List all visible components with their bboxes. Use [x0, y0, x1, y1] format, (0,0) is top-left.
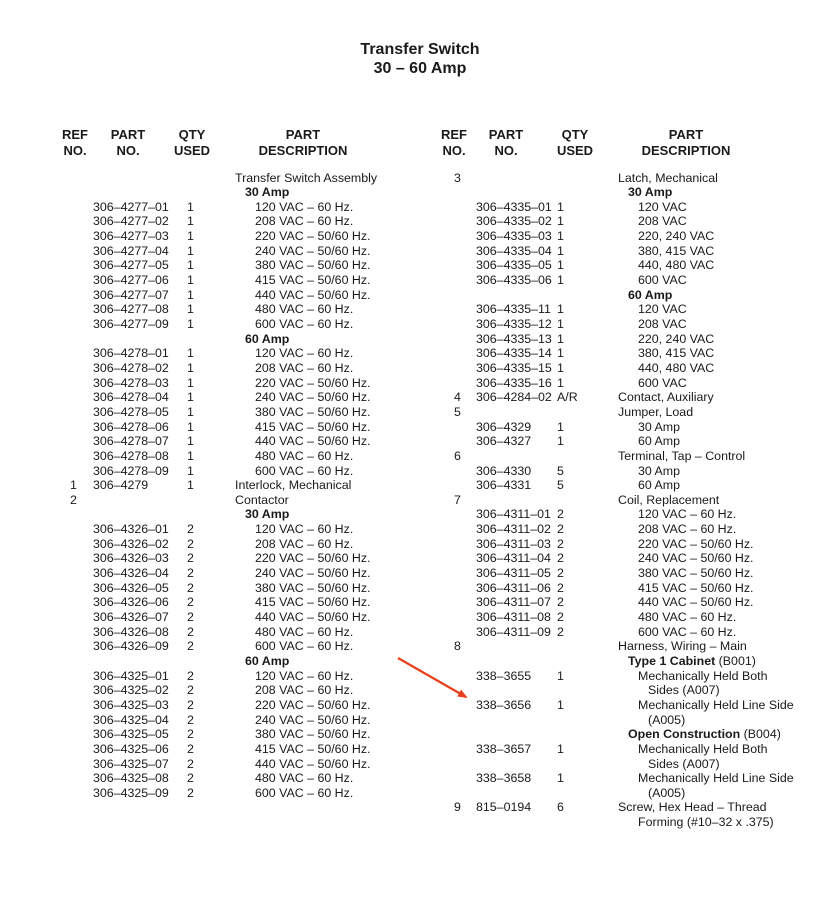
- part-description: 30 Amp: [638, 463, 681, 478]
- part-description: 208 VAC – 60 Hz.: [255, 536, 354, 551]
- part-number: 306–4327: [476, 434, 532, 449]
- qty-used: 1: [557, 258, 564, 273]
- part-number: 306–4277–08: [93, 302, 169, 317]
- qty-used: 6: [557, 800, 564, 815]
- part-description: Latch, Mechanical: [618, 170, 718, 185]
- header-part-description: PART DESCRIPTION: [258, 127, 348, 158]
- part-description: 30 Amp: [628, 185, 673, 200]
- part-description: 600 VAC – 60 Hz.: [255, 639, 354, 654]
- part-number: 306–4277–07: [93, 287, 169, 302]
- ref-number: 4: [454, 390, 461, 405]
- qty-used: 1: [187, 243, 194, 258]
- part-number: 306–4335–01: [476, 199, 552, 214]
- part-number: 306–4335–13: [476, 331, 552, 346]
- part-number: 306–4335–15: [476, 360, 552, 375]
- part-number: 306–4311–06: [476, 580, 551, 595]
- part-description: 208 VAC – 60 Hz.: [255, 360, 354, 375]
- qty-used: 1: [557, 229, 564, 244]
- part-description: Mechanically Held Both: [638, 741, 768, 756]
- part-description: Interlock, Mechanical: [235, 478, 352, 493]
- part-description: 480 VAC – 60 Hz.: [638, 610, 737, 624]
- part-number: 306–4326–07: [93, 610, 169, 624]
- part-number: 306–4330: [476, 463, 532, 478]
- part-description: 380, 415 VAC: [638, 346, 715, 361]
- qty-used: 2: [187, 522, 194, 537]
- part-number: 306–4278–08: [93, 448, 169, 463]
- qty-used: 2: [187, 712, 194, 727]
- qty-used: 1: [557, 741, 564, 756]
- part-description: 240 VAC – 50/60 Hz.: [255, 566, 371, 581]
- part-description: 380 VAC – 50/60 Hz.: [638, 566, 754, 581]
- part-number: 306–4277–03: [93, 229, 169, 244]
- part-description-label: Open Construction: [628, 727, 741, 742]
- part-description: 600 VAC: [638, 273, 687, 288]
- qty-used: 2: [187, 727, 194, 742]
- qty-used: 1: [187, 419, 194, 434]
- part-description: 440 VAC – 50/60 Hz.: [255, 756, 371, 771]
- part-number: 306–4326–08: [93, 624, 169, 639]
- ref-number: 6: [454, 448, 461, 463]
- header-ref-no: REF NO.: [62, 127, 88, 158]
- title-line-2: 30 – 60 Amp: [373, 60, 467, 77]
- part-description: 415 VAC – 50/60 Hz.: [255, 741, 371, 756]
- part-description: 440 VAC – 50/60 Hz.: [255, 287, 371, 302]
- part-number: 815–0194: [476, 800, 532, 815]
- qty-used: 2: [187, 595, 194, 610]
- qty-used: 1: [187, 199, 194, 214]
- part-number: 306–4326–09: [93, 639, 169, 654]
- qty-used: 1: [187, 375, 194, 390]
- qty-used: 1: [557, 214, 564, 229]
- part-number: 306–4277–05: [93, 258, 169, 273]
- qty-used: 1: [187, 360, 194, 375]
- part-description: 220 VAC – 50/60 Hz.: [255, 697, 371, 712]
- qty-used: 1: [557, 360, 564, 375]
- part-number: 306–4277–06: [93, 273, 169, 288]
- part-description: 220 VAC – 50/60 Hz.: [255, 551, 371, 566]
- part-description: 220 VAC – 50/60 Hz.: [255, 229, 371, 244]
- part-number: 306–4325–02: [93, 683, 169, 698]
- part-number: 306–4278–05: [93, 404, 169, 419]
- part-description: 208 VAC – 60 Hz.: [255, 683, 354, 698]
- part-number: 306–4335–14: [476, 346, 552, 361]
- qty-used: 2: [187, 683, 194, 698]
- part-description: 60 Amp: [628, 287, 673, 302]
- part-number: 306–4311–09: [476, 624, 551, 639]
- part-number: 306–4311–07: [476, 595, 551, 610]
- part-number: 306–4278–09: [93, 463, 169, 478]
- part-description: Forming (#10–32 x .375): [638, 815, 774, 830]
- part-description: 208 VAC – 60 Hz.: [255, 214, 354, 229]
- part-number: 306–4311–03: [476, 536, 551, 551]
- part-description: 30 Amp: [245, 185, 290, 200]
- part-number: 306–4325–08: [93, 771, 169, 786]
- qty-used: 1: [187, 404, 194, 419]
- part-description: 220 VAC – 50/60 Hz.: [638, 536, 754, 551]
- part-description: 120 VAC – 60 Hz.: [255, 346, 354, 361]
- qty-used: 2: [187, 785, 194, 800]
- part-number: 306–4277–01: [93, 199, 169, 214]
- qty-used: 1: [557, 375, 564, 390]
- qty-used: 2: [187, 624, 194, 639]
- part-description: 240 VAC – 50/60 Hz.: [255, 712, 371, 727]
- part-number: 306–4331: [476, 478, 532, 493]
- part-description: 120 VAC – 60 Hz.: [638, 507, 737, 522]
- qty-used: 1: [557, 434, 564, 449]
- part-description: 440, 480 VAC: [638, 360, 715, 375]
- part-number: 306–4329: [476, 419, 532, 434]
- qty-used: 1: [557, 243, 564, 258]
- part-number: 306–4335–02: [476, 214, 552, 229]
- part-description: Mechanically Held Line Side: [638, 771, 794, 786]
- part-number: 306–4311–05: [476, 566, 551, 581]
- part-description: 30 Amp: [245, 507, 290, 522]
- part-description-code: (B004): [740, 727, 781, 742]
- qty-used: 1: [557, 668, 564, 683]
- part-number: 306–4326–06: [93, 595, 169, 610]
- qty-used: 1: [187, 434, 194, 449]
- header-part-no: PART NO.: [110, 127, 146, 158]
- part-description: 60 Amp: [245, 331, 290, 346]
- part-number: 306–4335–11: [476, 302, 551, 317]
- part-number: 306–4278–06: [93, 419, 169, 434]
- part-description: (A005): [648, 712, 686, 727]
- part-description: 600 VAC – 60 Hz.: [255, 785, 354, 800]
- qty-used: 2: [187, 771, 194, 786]
- part-description: 240 VAC – 50/60 Hz.: [255, 390, 371, 405]
- part-description: 600 VAC – 60 Hz.: [638, 624, 737, 639]
- part-number: 306–4325–05: [93, 727, 169, 742]
- part-description: 480 VAC – 60 Hz.: [255, 302, 354, 317]
- qty-used: 1: [187, 287, 194, 302]
- part-number: 306–4326–04: [93, 566, 169, 581]
- part-description: 440 VAC – 50/60 Hz.: [638, 595, 754, 610]
- part-number: 306–4278–03: [93, 375, 169, 390]
- part-description: 415 VAC – 50/60 Hz.: [638, 580, 754, 595]
- qty-used: 2: [557, 610, 564, 624]
- part-description: 600 VAC – 60 Hz.: [255, 463, 354, 478]
- part-description: 240 VAC – 50/60 Hz.: [638, 551, 754, 566]
- part-description: 440 VAC – 50/60 Hz.: [255, 434, 371, 449]
- qty-used: 2: [557, 522, 564, 537]
- part-description: 380, 415 VAC: [638, 243, 715, 258]
- ref-number: 9: [454, 800, 461, 815]
- part-description: Coil, Replacement: [618, 492, 720, 507]
- qty-used: 2: [187, 566, 194, 581]
- qty-used: 5: [557, 478, 564, 493]
- part-number: 306–4326–03: [93, 551, 169, 566]
- part-description: 208 VAC – 60 Hz.: [638, 522, 737, 537]
- qty-used: 2: [557, 507, 564, 522]
- part-description: 208 VAC: [638, 214, 687, 229]
- part-description: (A005): [648, 785, 686, 800]
- part-description: Terminal, Tap – Control: [618, 448, 746, 463]
- qty-used: 1: [187, 273, 194, 288]
- part-description: 120 VAC – 60 Hz.: [255, 199, 354, 214]
- part-number: 338–3655: [476, 668, 532, 683]
- qty-used: 2: [557, 551, 564, 566]
- qty-used: 1: [557, 302, 564, 317]
- qty-used: 2: [187, 697, 194, 712]
- qty-used: 1: [187, 302, 194, 317]
- part-description: 380 VAC – 50/60 Hz.: [255, 727, 371, 742]
- part-number: 306–4311–02: [476, 522, 551, 537]
- part-description: 120 VAC: [638, 302, 687, 317]
- qty-used: 1: [557, 331, 564, 346]
- qty-used: 1: [187, 317, 194, 331]
- part-description: 220 VAC – 50/60 Hz.: [255, 375, 371, 390]
- ref-number: 2: [70, 492, 77, 507]
- part-description-code: (B001): [715, 653, 756, 668]
- part-number: 306–4278–04: [93, 390, 169, 405]
- part-description: 415 VAC – 50/60 Hz.: [255, 273, 371, 288]
- part-description: Contact, Auxiliary: [618, 390, 714, 405]
- part-description: 480 VAC – 60 Hz.: [255, 624, 354, 639]
- part-description: Jumper, Load: [618, 404, 694, 419]
- qty-used: 1: [187, 214, 194, 229]
- qty-used: 2: [187, 756, 194, 771]
- part-description: 240 VAC – 50/60 Hz.: [255, 243, 371, 258]
- qty-used: 1: [187, 346, 194, 361]
- part-description: 480 VAC – 60 Hz.: [255, 448, 354, 463]
- part-description: 60 Amp: [638, 478, 681, 493]
- qty-used: 2: [187, 741, 194, 756]
- header-part-no: PART NO.: [488, 127, 524, 158]
- ref-number: 7: [454, 492, 461, 507]
- qty-used: 1: [557, 317, 564, 331]
- part-number: 338–3656: [476, 697, 532, 712]
- part-description: 120 VAC – 60 Hz.: [255, 522, 354, 537]
- part-description: Harness, Wiring – Main: [618, 639, 747, 654]
- qty-used: 1: [557, 346, 564, 361]
- qty-used: 2: [187, 536, 194, 551]
- part-description: 60 Amp: [638, 434, 681, 449]
- part-number: 306–4325–04: [93, 712, 169, 727]
- part-number: 306–4278–02: [93, 360, 169, 375]
- qty-used: 2: [557, 624, 564, 639]
- part-description: 415 VAC – 50/60 Hz.: [255, 595, 371, 610]
- part-number: 306–4325–03: [93, 697, 169, 712]
- qty-used: 2: [187, 580, 194, 595]
- qty-used: 1: [557, 697, 564, 712]
- qty-used: A/R: [557, 390, 578, 405]
- qty-used: 1: [187, 258, 194, 273]
- part-number: 338–3658: [476, 771, 532, 786]
- qty-used: 2: [187, 668, 194, 683]
- ref-number: 8: [454, 639, 461, 654]
- part-description: Sides (A007): [648, 683, 720, 698]
- part-number: 306–4325–06: [93, 741, 169, 756]
- qty-used: 1: [187, 463, 194, 478]
- part-description: 380 VAC – 50/60 Hz.: [255, 580, 371, 595]
- part-description: 60 Amp: [245, 653, 290, 668]
- part-number: 306–4335–16: [476, 375, 552, 390]
- part-number: 306–4278–07: [93, 434, 169, 449]
- part-description: Screw, Hex Head – Thread: [618, 800, 767, 815]
- part-number: 306–4279: [93, 478, 149, 493]
- part-description: 220, 240 VAC: [638, 331, 715, 346]
- qty-used: 2: [557, 566, 564, 581]
- part-description: 600 VAC – 60 Hz.: [255, 317, 354, 331]
- part-description: 380 VAC – 50/60 Hz.: [255, 404, 371, 419]
- part-description: 120 VAC: [638, 199, 687, 214]
- part-description: 480 VAC – 60 Hz.: [255, 771, 354, 786]
- part-number: 306–4335–12: [476, 317, 552, 331]
- part-description: 30 Amp: [638, 419, 681, 434]
- qty-used: 1: [557, 273, 564, 288]
- header-qty-used: QTY USED: [556, 127, 594, 158]
- part-description: Mechanically Held Line Side: [638, 697, 794, 712]
- header-ref-no: REF NO.: [441, 127, 467, 158]
- qty-used: 2: [187, 551, 194, 566]
- qty-used: 2: [557, 536, 564, 551]
- ref-number: 5: [454, 404, 461, 419]
- part-description: 600 VAC: [638, 375, 687, 390]
- title-line-1: Transfer Switch: [360, 41, 480, 58]
- qty-used: 2: [557, 580, 564, 595]
- part-description: Transfer Switch Assembly: [235, 170, 378, 185]
- part-number: 306–4284–02: [476, 390, 552, 405]
- header-qty-used: QTY USED: [173, 127, 211, 158]
- qty-used: 1: [557, 771, 564, 786]
- part-number: 306–4326–01: [93, 522, 169, 537]
- part-number: 306–4277–04: [93, 243, 169, 258]
- part-description: 415 VAC – 50/60 Hz.: [255, 419, 371, 434]
- part-number: 306–4335–06: [476, 273, 552, 288]
- part-number: 306–4325–07: [93, 756, 169, 771]
- part-description: 208 VAC: [638, 317, 687, 331]
- part-number: 306–4278–01: [93, 346, 169, 361]
- qty-used: 1: [187, 390, 194, 405]
- ref-number: 3: [454, 170, 461, 185]
- part-number: 306–4335–03: [476, 229, 552, 244]
- part-description: 440, 480 VAC: [638, 258, 715, 273]
- part-number: 306–4335–04: [476, 243, 552, 258]
- qty-used: 5: [557, 463, 564, 478]
- part-number: 306–4311–01: [476, 507, 551, 522]
- part-number: 306–4277–02: [93, 214, 169, 229]
- qty-used: 1: [557, 199, 564, 214]
- part-description: 120 VAC – 60 Hz.: [255, 668, 354, 683]
- part-description: 380 VAC – 50/60 Hz.: [255, 258, 371, 273]
- part-description: 440 VAC – 50/60 Hz.: [255, 610, 371, 624]
- part-number: 306–4311–08: [476, 610, 551, 624]
- part-number: 306–4325–09: [93, 785, 169, 800]
- qty-used: 1: [557, 419, 564, 434]
- part-description: Sides (A007): [648, 756, 720, 771]
- part-description-label: Type 1 Cabinet: [628, 653, 716, 668]
- header-part-description: PART DESCRIPTION: [641, 127, 731, 158]
- part-number: 306–4277–09: [93, 317, 169, 331]
- part-description: Mechanically Held Both: [638, 668, 768, 683]
- ref-number: 1: [70, 478, 77, 493]
- qty-used: 1: [187, 448, 194, 463]
- part-number: 306–4326–05: [93, 580, 169, 595]
- part-description: 220, 240 VAC: [638, 229, 715, 244]
- qty-used: 1: [187, 229, 194, 244]
- qty-used: 1: [187, 478, 194, 493]
- part-description: Contactor: [235, 492, 289, 507]
- part-number: 338–3657: [476, 741, 532, 756]
- part-number: 306–4335–05: [476, 258, 552, 273]
- qty-used: 2: [187, 610, 194, 624]
- part-number: 306–4311–04: [476, 551, 551, 566]
- qty-used: 2: [557, 595, 564, 610]
- qty-used: 2: [187, 639, 194, 654]
- part-number: 306–4325–01: [93, 668, 169, 683]
- part-number: 306–4326–02: [93, 536, 169, 551]
